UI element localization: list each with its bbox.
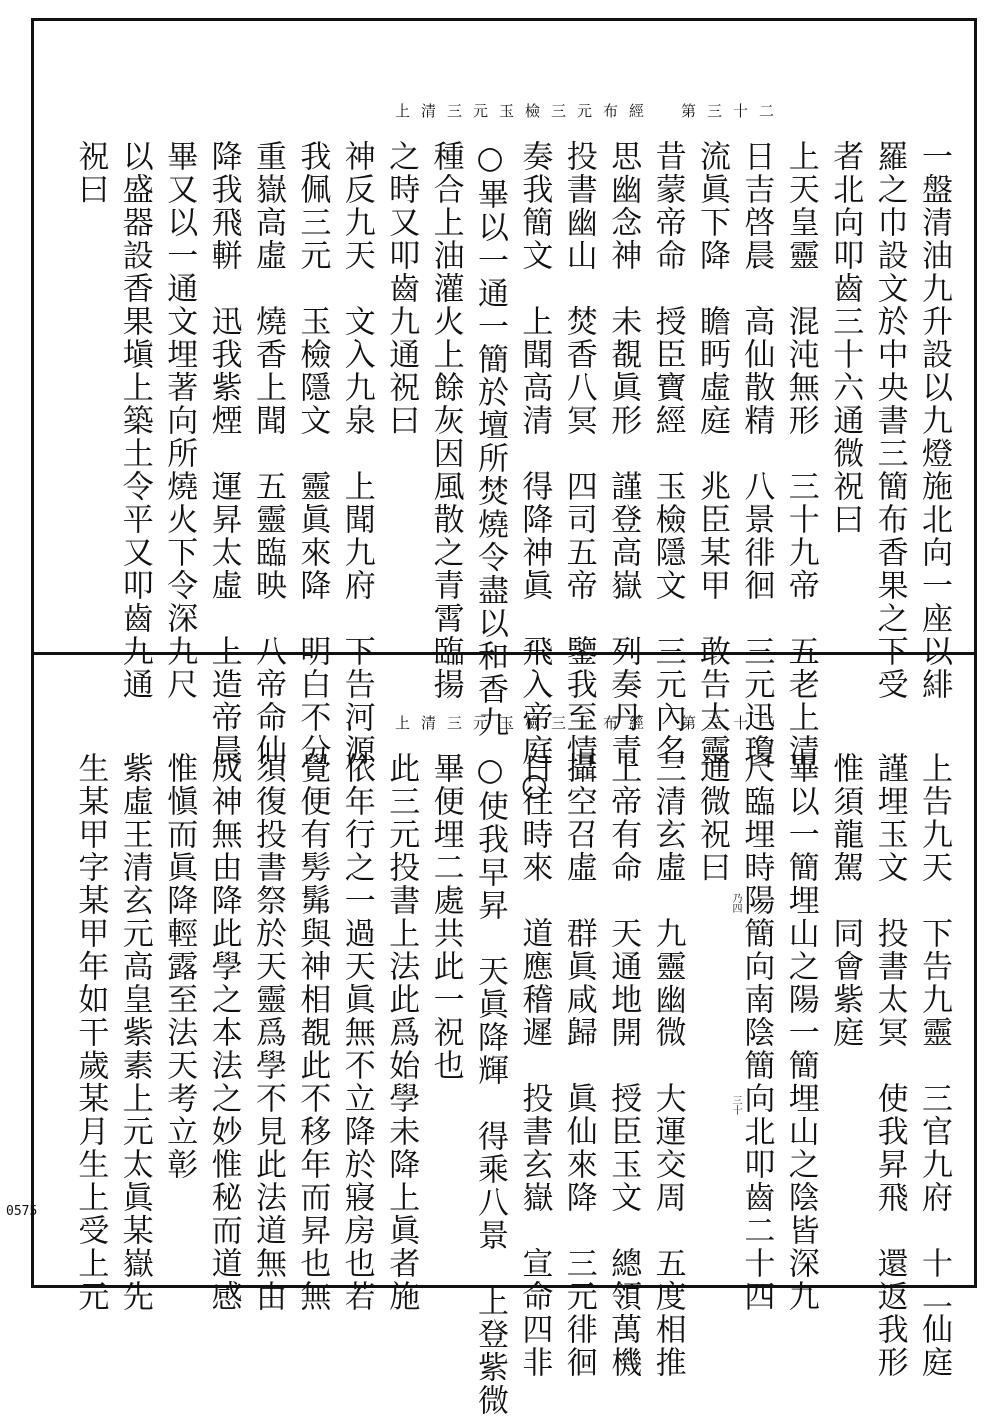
- text-column: 上告九天 下告九靈 三官九府 十二仙庭: [916, 752, 952, 1379]
- text-column: 三清玄虛 九靈幽微 大運交周 五度相推: [649, 752, 686, 1379]
- text-column: 重嶽高虛 燒香上聞 五靈臨映 八帝命仙: [250, 140, 286, 767]
- text-column: ○畢以一通一簡於壇所焚燒令盡以和香九: [472, 140, 508, 739]
- text-column: 謹埋玉文 投書太冥 使我昇飛 還返我形: [871, 752, 908, 1379]
- text-column: 覺便有髣髴與神相覩此不移年而昇也無: [294, 752, 331, 1313]
- text-column: 一盤清油九升設以九燈施北向一座以緋: [916, 140, 952, 701]
- text-column: 畢以一簡埋山之陽一簡埋山之陰皆深九: [782, 752, 819, 1313]
- text-column: 尺臨埋時陽簡向南陰簡向北叩齒二十四: [738, 752, 775, 1313]
- text-column: 昔蒙帝命 授臣寶經 玉檢隱文 三元內名: [649, 140, 686, 767]
- text-column: 種合上油灌火上餘灰因風散之青霄臨揚: [427, 140, 464, 701]
- text-column: 思幽念神 未覩眞形 謹登高嶽 列奏丹青: [605, 140, 642, 767]
- text-column: 者北向叩齒三十六通微祝曰: [827, 140, 864, 536]
- text-column: 神反九天 文入九泉 上聞九府 下告河源: [338, 140, 375, 767]
- text-column: 羅之巾設文於中央書三簡布香果之下受: [871, 140, 908, 701]
- top-panel-header: 上清三元玉檢三元布經 第三十二: [395, 102, 786, 120]
- text-column: 降我飛軿 迅我紫煙 運昇太虛 上造帝晨: [205, 140, 242, 767]
- margin-note-2: 三十: [730, 1095, 741, 1115]
- margin-note-1: 乃四: [730, 893, 741, 913]
- text-column: 須復投書祭於天靈爲學不見此法道無由: [250, 752, 286, 1313]
- text-column: 日往時來 道應稽遲 投書玄嶽 宣命四非: [516, 752, 553, 1379]
- text-column: 上帝有命 天通地開 授臣玉文 總領萬機: [605, 752, 642, 1379]
- bottom-panel-header: 上清三元玉檢三元布經 第三十三: [395, 714, 786, 732]
- text-column: 此三元投書上法此爲始學未降上眞者施: [383, 752, 420, 1313]
- text-column: 紫虛王清玄元高皇紫素上元太眞某嶽先: [116, 752, 153, 1313]
- text-column: 之時又叩齒九通祝曰: [383, 140, 420, 437]
- text-column: 投書幽山 焚香八冥 四司五帝 鑒我至情: [560, 140, 597, 767]
- text-column: 成神無由降此學之本法之妙惟秘而道感: [205, 752, 242, 1313]
- page-number: 0575: [6, 1204, 38, 1219]
- text-column: 流眞下降 瞻眄虛庭 兆臣某甲 敢告太靈: [694, 140, 730, 767]
- text-column: 惟愼而眞降輕露至法天考立彰: [161, 752, 198, 1181]
- text-column: 畢便埋二處共此一祝也: [427, 752, 464, 1082]
- text-column: 生某甲字某甲年如干歲某月生上受上元: [72, 752, 109, 1313]
- text-column: 日吉啓晨 高仙散精 八景徘徊 三元迅瓊: [738, 140, 775, 767]
- text-column: 奏我簡文 上聞高清 得降神眞 飛入帝庭○: [516, 140, 553, 805]
- text-column: 我佩三元 玉檢隱文 靈眞來降 明白不分: [294, 140, 331, 767]
- text-column: 以盛器設香果塡上築土令平又叩齒九通: [116, 140, 153, 701]
- text-column: ○使我早昇 天眞降輝 得乘八景 上登紫微: [472, 752, 508, 1417]
- text-column: 上天皇靈 混沌無形 三十九帝 五老上清: [782, 140, 819, 767]
- text-column: 祝曰: [72, 140, 109, 206]
- text-column: 依年行之一過天眞無不立降於寢房也若: [338, 752, 375, 1313]
- text-column: 通微祝曰: [694, 752, 730, 884]
- text-column: 攝空召虛 群眞咸歸 眞仙來降 三元徘徊: [560, 752, 597, 1379]
- text-column: 畢又以一通文埋著向所燒火下令深九尺: [161, 140, 198, 701]
- text-column: 惟須龍駕 同會紫庭: [827, 752, 864, 1049]
